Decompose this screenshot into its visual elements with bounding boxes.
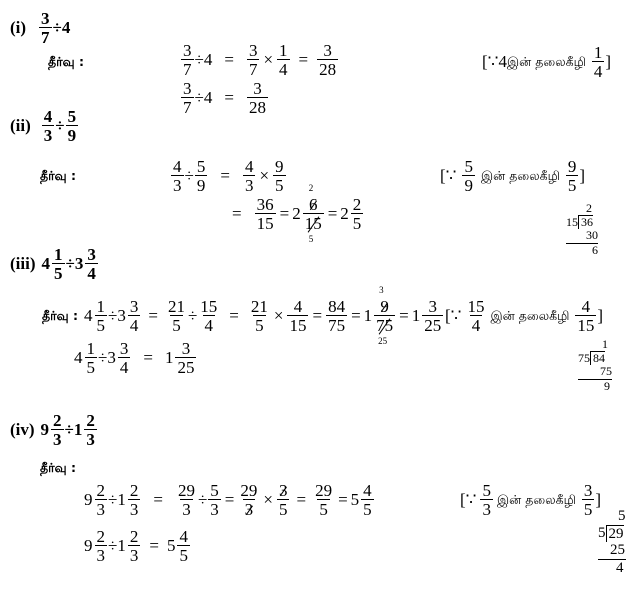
problem-number: (ii) bbox=[10, 116, 31, 135]
problem-i-heading bbox=[10, 10, 70, 46]
fraction: $\frac{3}{7}$ bbox=[41, 9, 50, 47]
solution-label: தீர்வு : bbox=[40, 460, 76, 475]
long-division: 2 15 36 30 6 bbox=[566, 201, 598, 257]
equation-line: 9 $\frac{2}{3}$ ÷ 1 $\frac{2}{3}$ = 5 $\frac{4}{5}$ bbox=[84, 527, 188, 565]
equation-line: $\frac{3}{7}$ ÷ 4 = $\frac{3}{7}$ × $\frac{1}{4}$ = $\frac{3}{28}$ bbox=[183, 41, 337, 79]
solution-label: தீர்வு : bbox=[40, 168, 76, 183]
reciprocal-note: [∵ 4 இன் தலைகீழி $\frac{1}{4}$ ] bbox=[482, 43, 612, 81]
equation-line: 9 $\frac{2}{3}$ ÷ 1 $\frac{2}{3}$ = $\frac{29}{3}$ ÷ $\frac{5}{3}$ = $\frac{29}{3}$ × $\frac{3}{5}$ = $\frac{29}{5}$ = 5 $\frac{4}{5}$ bbox=[84, 481, 372, 519]
problem-number: (iii) bbox=[10, 254, 36, 273]
equation-line: தீர்வு : 4 $\frac{1}{5}$ ÷ 3 $\frac{3}{4}$ = $\frac{21}{5}$ ÷ $\frac{15}{4}$ = $\frac{21}{5}$ × $\frac{4}{15}$ = $\frac{84}{75}$ = 1 3 9 75 25 = 1 $\frac{3}{25}$ bbox=[42, 285, 442, 346]
solution-label: தீர்வு : bbox=[48, 54, 84, 69]
problem-number: (i) bbox=[10, 18, 27, 37]
divide-sign: ÷ bbox=[52, 18, 62, 37]
reciprocal-note: [∵ $\frac{5}{3}$ இன் தலைகீழி $\frac{3}{5}$ ] bbox=[460, 481, 602, 519]
problem-number: (iv) bbox=[10, 420, 35, 439]
equation-line: = $\frac{36}{15}$ = 2 2 6 15 5 = 2 $\frac{2}{5}$ bbox=[232, 183, 362, 244]
problem-iv-heading: (iv) 9 $\frac{2}{3}$ ÷ 1 $\frac{2}{3}$ bbox=[10, 411, 95, 449]
number: 4 bbox=[61, 18, 71, 37]
reciprocal-note: [∵ $\frac{5}{9}$ இன் தலைகீழி $\frac{9}{5}$ ] bbox=[440, 157, 586, 195]
reciprocal-note: [∵ $\frac{15}{4}$ இன் தலைகீழி $\frac{4}{15}$ ] bbox=[445, 297, 604, 335]
equation-line: $\frac{3}{7}$ ÷ 4 = $\frac{3}{28}$ bbox=[183, 79, 266, 117]
long-division: 5 5 29 25 4 bbox=[598, 508, 626, 576]
equation-line: $\frac{4}{3}$ ÷ $\frac{5}{9}$ = $\frac{4}{3}$ × $\frac{9}{5}$ bbox=[173, 157, 284, 195]
long-division: 1 75 84 75 9 bbox=[578, 337, 612, 393]
problem-ii-heading: (ii) $\frac{4}{3}$ ÷ $\frac{5}{9}$ bbox=[10, 107, 77, 145]
equation-line: 4 $\frac{1}{5}$ ÷ 3 $\frac{3}{4}$ = 1 $\frac{3}{25}$ bbox=[74, 339, 195, 377]
problem-iii-heading: (iii) 4 $\frac{1}{5}$ ÷ 3 $\frac{3}{4}$ bbox=[10, 245, 96, 283]
